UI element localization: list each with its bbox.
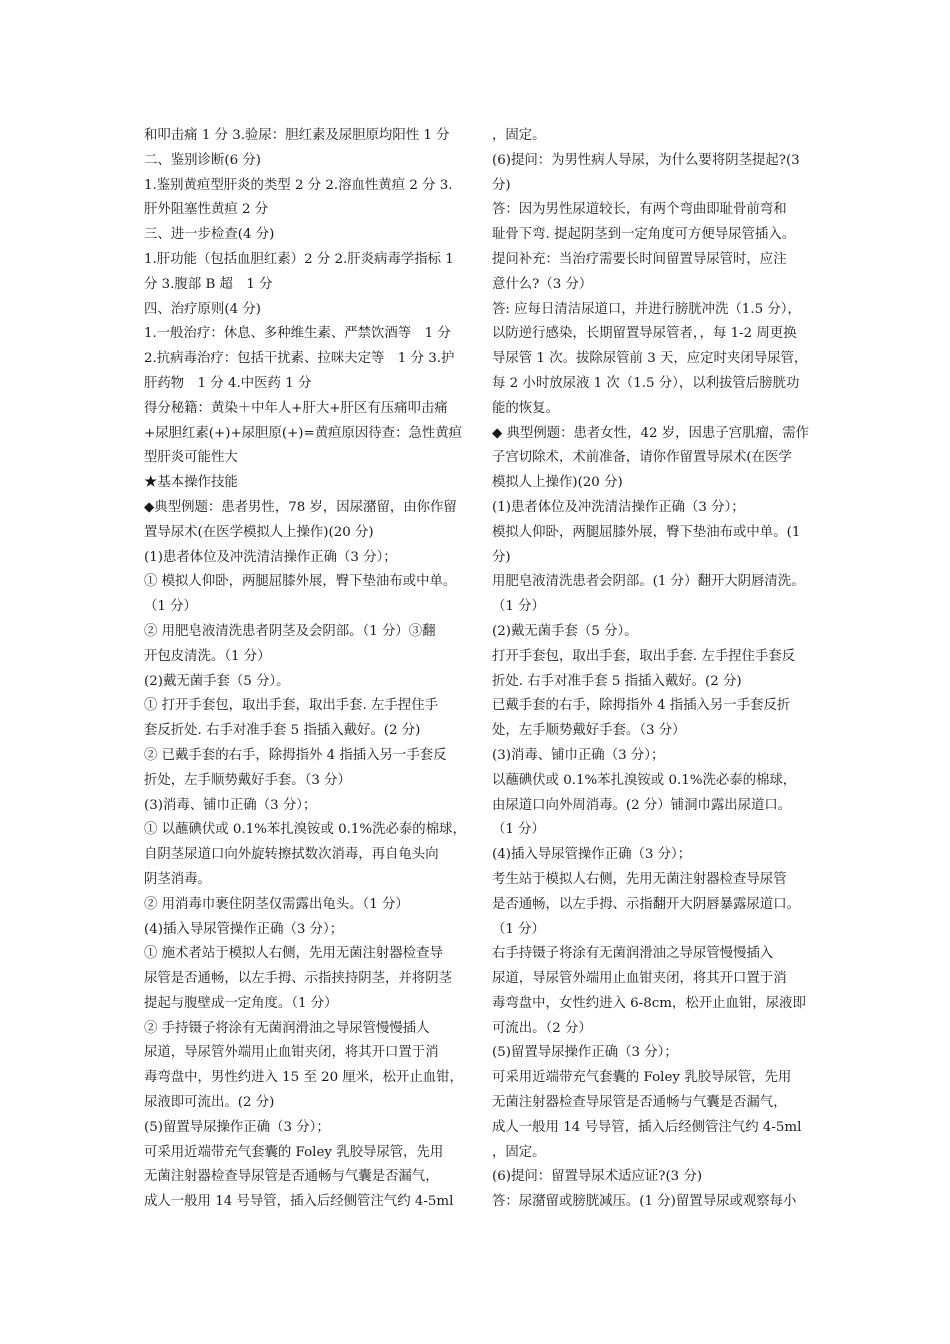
text-line: 阴茎消毒。 <box>144 871 211 887</box>
text-line: 能的恢复。 <box>492 400 559 416</box>
text-line: 可采用近端带充气套囊的 Foley 乳胶导尿管，先用 <box>144 1144 444 1160</box>
text-line: 二、鉴别诊断(6 分) <box>144 152 261 168</box>
text-line: 已戴手套的右手，除拇指外 4 指插入另一手套反折 <box>492 698 791 714</box>
text-line: (1)患者体位及冲洗清洁操作正确（3 分）； <box>492 499 745 515</box>
text-line: 成人一般用 14 号导管，插入后经侧管注气约 4-5ml <box>144 1194 454 1210</box>
text-line: （1 分） <box>492 822 545 838</box>
text-line: ① 施术者站于模拟人右侧，先用无菌注射器检查导 <box>144 946 443 962</box>
text-line: 套反折处. 右手对准手套 5 指插入戴好。(2 分) <box>144 723 421 739</box>
text-line: 用肥皂液清洗患者会阴部。(1 分）翻开大阴唇清洗。 <box>492 574 805 590</box>
text-line: (6)提问：留置导尿术适应证?(3 分) <box>492 1169 703 1185</box>
text-line: 无菌注射器检查导尿管是否通畅与气囊是否漏气， <box>492 1095 787 1111</box>
text-line: 1.肝功能（包括血胆红素）2 分 2.肝炎病毒学指标 1 <box>144 251 454 267</box>
right-text-column <box>492 124 818 1215</box>
text-line: ◆ 典型例题：患者女性，42 岁，因患子宫肌瘤，需作 <box>492 425 810 441</box>
text-line: 型肝炎可能性大 <box>144 450 238 466</box>
text-line: (6)提问：为男性病人导尿，为什么要将阴茎提起?(3 <box>492 152 800 168</box>
text-line: 可采用近端带充气套囊的 Foley 乳胶导尿管，先用 <box>492 1070 792 1086</box>
text-line: 意什么?（3 分） <box>492 276 593 292</box>
text-line: 自阴茎尿道口向外旋转擦拭数次消毒，再自龟头向 <box>144 847 439 863</box>
text-line: +尿胆红素(+)+尿胆原(+)=黄疸原因待查：急性黄疸 <box>144 425 463 441</box>
text-line: 尿道，导尿管外端用止血钳夹闭，将其开口置于消 <box>492 971 787 987</box>
text-line: 肝外阻塞性黄疸 2 分 <box>144 202 269 218</box>
text-line: 子宫切除术，术前准备，请你作留置导尿术(在医学 <box>492 450 792 466</box>
text-line: 四、治疗原则(4 分) <box>144 301 261 317</box>
text-line: 可流出。（2 分） <box>492 1020 592 1036</box>
text-line: ① 以蘸碘伏或 0.1%苯扎溴铵或 0.1%洗必泰的棉球， <box>144 822 466 838</box>
text-line: 尿道，导尿管外端用止血钳夹闭，将其开口置于消 <box>144 1045 439 1061</box>
text-line: 置导尿术(在医学模拟人上操作)(20 分) <box>144 524 374 540</box>
text-line: ② 手持镊子将涂有无菌润滑油之导尿管慢慢插人 <box>144 1020 430 1036</box>
text-line: 分 3.腹部 B 超 1 分 <box>144 276 273 292</box>
text-line: 分) <box>492 549 511 565</box>
text-line: （1 分） <box>144 599 197 615</box>
text-line: (5)留置导尿操作正确（3 分）； <box>144 1119 330 1135</box>
text-line: 尿管是否通畅，以左手拇、示指挟持阴茎，并将阴茎 <box>144 971 452 987</box>
text-line: ，固定。 <box>492 1144 546 1160</box>
text-line: 1.一般治疗：休息、多种维生素、严禁饮酒等 1 分 <box>144 326 451 342</box>
text-line: 答：因为男性尿道较长，有两个弯曲即耻骨前弯和 <box>492 202 787 218</box>
text-line: 折处. 右手对准手套 5 指插入戴好。(2 分) <box>492 673 742 689</box>
text-line: 和叩击痛 1 分 3.验尿：胆红素及尿胆原均阳性 1 分 <box>144 128 450 143</box>
text-line: 提问补充：当治疗需要长时间留置导尿管时，应注 <box>492 251 787 267</box>
text-line: 折处，左手顺势戴好手套。（3 分） <box>144 772 351 788</box>
text-line: 处，左手顺势戴好手套。（3 分） <box>492 723 686 739</box>
text-line: ★基本操作技能 <box>144 475 238 491</box>
text-line: ② 用肥皂液清洗患者阴茎及会阴部。（1 分）③翻 <box>144 623 436 639</box>
text-line: 答：尿潴留或膀胱减压。(1 分)留置导尿或观察每小 <box>492 1194 797 1210</box>
text-line: 模拟人仰卧，两腿屈膝外展，臀下垫油布或中单。(1 <box>492 524 801 540</box>
text-line: 成人一般用 14 号导管，插入后经侧管注气约 4-5ml <box>492 1119 802 1135</box>
text-line: 考生站于模拟人右侧，先用无菌注射器检查导尿管 <box>492 871 787 887</box>
text-line: (4)插入导尿管操作正确（3 分）； <box>492 847 692 863</box>
text-line: (3)消毒、铺巾正确（3 分）； <box>492 747 665 763</box>
text-line: ① 打开手套包，取出手套，取出手套. 左手捏住手 <box>144 698 438 714</box>
left-text-column <box>144 124 466 1215</box>
text-line: 答: 应每日清洁尿道口，并进行膀胱冲洗（1.5 分）， <box>492 301 801 317</box>
text-line: 无菌注射器检查导尿管是否通畅与气囊是否漏气， <box>144 1169 439 1185</box>
text-line: 三、进一步检查(4 分) <box>144 227 275 243</box>
text-line: 打开手套包，取出手套，取出手套. 左手捏住手套反 <box>492 648 796 664</box>
text-line: 每 2 小时放尿液 1 次（1.5 分），以利拔管后膀胱功 <box>492 375 800 391</box>
text-line: (3)消毒、铺巾正确（3 分）； <box>144 797 317 813</box>
text-line: ② 用消毒巾裹住阴茎仅需露出龟头。（1 分） <box>144 896 409 912</box>
text-line: 以防逆行感染，长期留置导尿管者，，每 1-2 周更换 <box>492 326 797 342</box>
text-line: 以蘸碘伏或 0.1%苯扎溴铵或 0.1%洗必泰的棉球， <box>492 772 797 788</box>
text-line: 分) <box>492 177 511 193</box>
text-line: 由尿道口向外周消毒。(2 分）铺洞巾露出尿道口。 <box>492 797 792 813</box>
text-line: 尿液即可流出。(2 分) <box>144 1095 275 1111</box>
text-line: 得分秘籍：黄染＋中年人+肝大+肝区有压痛叩击痛 <box>144 400 448 416</box>
text-line: ，固定。 <box>492 128 546 143</box>
text-line: 开包皮清洗。（1 分） <box>144 648 271 664</box>
text-line: 是否通畅，以左手拇、示指翻开大阴唇暴露尿道口。 <box>492 896 800 912</box>
text-line: 耻骨下弯. 提起阴茎到一定角度可方便导尿管插入。 <box>492 227 796 243</box>
text-line: ① 模拟人仰卧，两腿屈膝外展，臀下垫油布或中单。 <box>144 574 457 590</box>
text-line: (1)患者体位及冲洗清洁操作正确（3 分）； <box>144 549 397 565</box>
text-line: ◆典型例题：患者男性，78 岁，因尿潴留，由你作留 <box>144 499 457 515</box>
text-line: 毒弯盘中，女性约进入 6-8cm，松开止血钳，尿液即 <box>492 995 806 1011</box>
text-line: （1 分） <box>492 921 545 937</box>
text-line: 提起与腹壁成一定角度。（1 分） <box>144 995 338 1011</box>
text-line: ② 已戴手套的右手，除拇指外 4 指插入另一手套反 <box>144 747 447 763</box>
text-line: 模拟人上操作)(20 分) <box>492 475 623 491</box>
text-line: (5)留置导尿操作正确（3 分）； <box>492 1045 678 1061</box>
text-line: (2)戴无菌手套（5 分）。 <box>144 673 290 689</box>
text-line: 1.鉴别黄疸型肝炎的类型 2 分 2.溶血性黄疸 2 分 3. <box>144 177 453 193</box>
text-line: 肝药物 1 分 4.中医药 1 分 <box>144 375 312 391</box>
text-line: 2.抗病毒治疗：包括干扰素、拉咪夫定等 1 分 3.护 <box>144 351 455 367</box>
text-line: 右手持镊子将涂有无菌润滑油之导尿管慢慢插入 <box>492 946 774 962</box>
text-line: （1 分） <box>492 599 545 615</box>
text-line: (4)插入导尿管操作正确（3 分）； <box>144 921 344 937</box>
text-line: (2)戴无菌手套（5 分）。 <box>492 623 638 639</box>
text-line: 导尿管 1 次。拔除尿管前 3 天，应定时夹闭导尿管， <box>492 351 808 367</box>
text-line: 毒弯盘中，男性约进入 15 至 20 厘米，松开止血钳， <box>144 1070 463 1086</box>
